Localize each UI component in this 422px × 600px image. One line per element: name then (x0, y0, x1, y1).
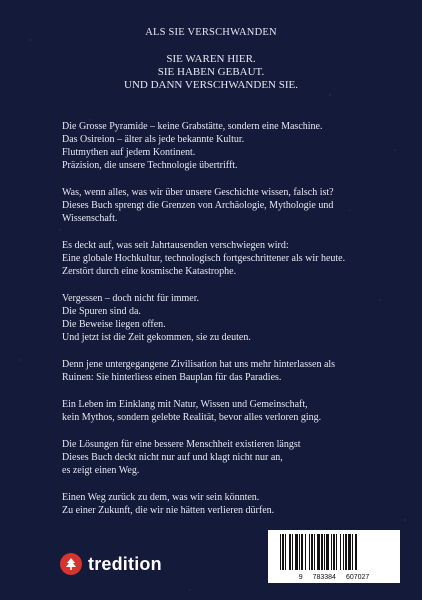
barcode-bar (348, 534, 351, 570)
barcode-number (268, 574, 400, 581)
paragraph-line: Zu einer Zukunft, die wir nie hätten verlieren dürfen. (62, 505, 275, 516)
paragraph-line: Denn jene untergegangene Zivilisation hat uns mehr hinterlassen als (62, 359, 336, 370)
barcode-bar (314, 534, 315, 570)
barcode-bar (311, 534, 313, 570)
barcode-bar (295, 534, 298, 570)
barcode-digit-group: 9 (298, 574, 303, 581)
barcode-bar (340, 534, 341, 570)
paragraph (62, 292, 402, 344)
back-cover-title: ALS SIE VERSCHWANDEN (145, 27, 277, 38)
paragraph-line: Vergessen – doch nicht für immer. (62, 293, 200, 304)
barcode-bar (317, 534, 320, 570)
paragraph-line: Eine globale Hochkultur, technologisch fortgeschrittener als wir heute. (62, 253, 346, 264)
barcode-bar (299, 534, 300, 570)
publisher-logo (60, 553, 162, 575)
barcode-bar (333, 534, 335, 570)
barcode-bar (292, 534, 293, 570)
barcode-bar (309, 534, 310, 570)
paragraph-line: Dieses Buch deckt nicht nur auf und klagt nicht nur an, (62, 452, 283, 463)
paragraph-line: Einen Weg zurück zu dem, was wir sein könnten. (62, 492, 260, 503)
barcode-bar (285, 534, 286, 570)
paragraph-line: Das Osireion – älter als jede bekannte Kultur. (62, 134, 245, 145)
paragraph-line: Flutmythen auf jedem Kontinent. (62, 147, 196, 158)
barcode-bar (352, 534, 353, 570)
paragraph-line: Zerstört durch eine kosmische Katastrophe. (62, 266, 237, 277)
tree-icon (64, 557, 78, 571)
barcode-bar (321, 534, 323, 570)
paragraph-line: Die Spuren sind da. (62, 306, 141, 317)
barcode-bar (305, 534, 306, 570)
paragraph (62, 239, 402, 278)
headline-line: SIE HABEN GEBAUT. (157, 66, 265, 78)
barcode-bar (355, 534, 357, 570)
paragraph-line: Was, wenn alles, was wir über unsere Geschichte wissen, falsch ist? (62, 187, 334, 198)
barcode-bar (336, 534, 337, 570)
blurb-body (62, 120, 402, 531)
barcode-digit-group: 607027 (345, 574, 370, 581)
barcode-bar (331, 534, 332, 570)
paragraph-line: kein Mythos, sondern gelebte Realität, bevor alles verloren ging. (62, 412, 322, 423)
paragraph-line: Ruinen: Sie hinterliess einen Bauplan für das Paradies. (62, 372, 282, 383)
headline-line: UND DANN VERSCHWANDEN SIE. (124, 79, 298, 91)
barcode-bar (326, 534, 329, 570)
headline (0, 53, 422, 92)
paragraph (62, 120, 402, 172)
headline-line: SIE WAREN HIER. (166, 53, 256, 65)
paragraph-line: Die Beweise liegen offen. (62, 319, 166, 330)
paragraph (62, 491, 402, 517)
barcode-bar (345, 534, 347, 570)
publisher-name: tredition (88, 553, 162, 574)
paragraph-line: Dieses Buch sprengt die Grenzen von Archäologie, Mythologie und (62, 200, 334, 211)
barcode-bar (282, 534, 284, 570)
isbn-barcode (268, 530, 400, 583)
paragraph (62, 398, 402, 424)
barcode-bar (301, 534, 303, 570)
paragraph-line: Die Lösungen für eine bessere Menschheit existieren längst (62, 439, 301, 450)
barcode-bar (289, 534, 291, 570)
paragraph-line: es zeigt einen Weg. (62, 465, 140, 476)
paragraph-line: Und jetzt ist die Zeit gekommen, sie zu deuten. (62, 332, 251, 343)
barcode-bar (280, 534, 281, 570)
barcode-bar (343, 534, 344, 570)
paragraph-line: Es deckt auf, was seit Jahrtausenden verschwiegen wird: (62, 240, 289, 251)
paragraph (62, 358, 402, 384)
paragraph (62, 186, 402, 225)
paragraph-line: Wissenschaft. (62, 213, 118, 224)
barcode-digit-group: 783384 (312, 574, 336, 581)
paragraph-line: Ein Leben im Einklang mit Natur, Wissen und Gemeinschaft, (62, 399, 308, 410)
paragraph (62, 438, 402, 477)
barcode-bar (324, 534, 325, 570)
tredition-logo-icon (60, 553, 82, 575)
paragraph-line: Präzision, die unsere Technologie übertrifft. (62, 160, 238, 171)
paragraph-line: Die Grosse Pyramide – keine Grabstätte, sondern eine Maschine. (62, 121, 323, 132)
barcode-bars (268, 530, 400, 574)
